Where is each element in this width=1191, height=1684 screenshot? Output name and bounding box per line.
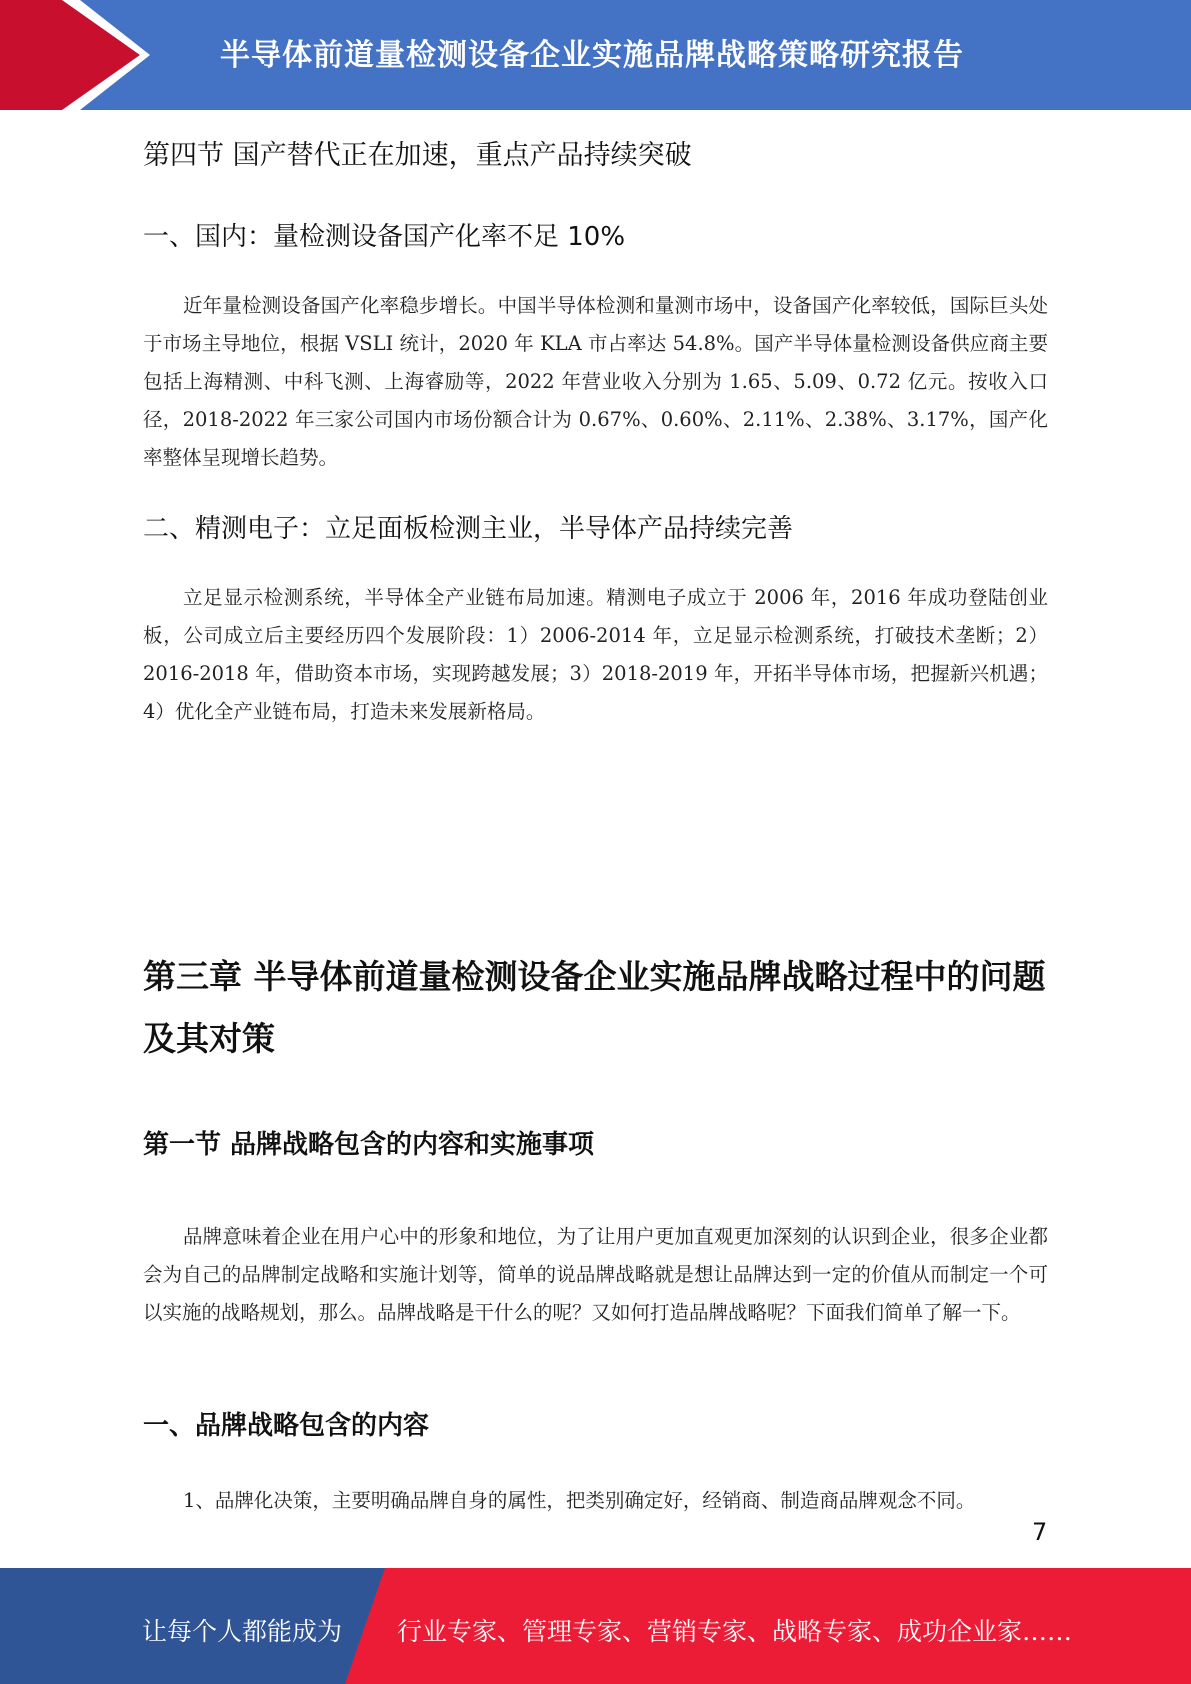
subsection-heading: 一、国内：量检测设备国产化率不足 10% — [143, 222, 626, 252]
header-banner — [0, 0, 1191, 110]
page-number: 7 — [1032, 1518, 1048, 1546]
section-heading: 第一节 品牌战略包含的内容和实施事项 — [143, 1130, 595, 1160]
subsection-heading: 二、精测电子：立足面板检测主业，半导体产品持续完善 — [143, 514, 794, 544]
paragraph: 立足显示检测系统，半导体全产业链布局加速。精测电子成立于 2006 年，2016 年成功登陆创业板，公司成立后主要经历四个发展阶段：1）2006-2014 年，立足显示检测系统，打破技术垄断；2）2016-2018 年，借助资本市场，实现跨越发展；3）2018-2019 年，开拓半导体市场，把握新兴机遇；4）优化全产业链布局，打造未来发展新格局。 — [143, 586, 1048, 723]
footer-banner — [0, 1568, 1191, 1684]
section-heading: 第四节 国产替代正在加速，重点产品持续突破 — [143, 140, 692, 171]
report-title: 半导体前道量检测设备企业实施品牌战略策略研究报告 — [220, 38, 964, 73]
chapter-heading: 第三章 半导体前道量检测设备企业实施品牌战略过程中的问题及其对策 — [143, 957, 1046, 1058]
list-item: 1、品牌化决策，主要明确品牌自身的属性，把类别确定好，经销商、制造商品牌观念不同。 — [183, 1489, 976, 1512]
subsection-heading: 一、品牌战略包含的内容 — [143, 1411, 430, 1441]
paragraph: 品牌意味着企业在用户心中的形象和地位，为了让用户更加直观更加深刻的认识到企业，很多企业都会为自己的品牌制定战略和实施计划等，简单的说品牌战略就是想让品牌达到一定的价值从而制定一个可以实施的战略规划，那么。品牌战略是干什么的呢？又如何打造品牌战略呢？下面我们简单了解一下。 — [143, 1225, 1048, 1324]
footer-slogan-left: 让每个人都能成为 — [142, 1617, 343, 1646]
paragraph: 近年量检测设备国产化率稳步增长。中国半导体检测和量测市场中，设备国产化率较低，国际巨头处于市场主导地位，根据 VSLI 统计，2020 年 KLA 市占率达 54.8%。国产半导体量检测设备供应商主要包括上海精测、中科飞测、上海睿励等，2022 年营业收入分别为 1.65、5.09、0.72 亿元。按收入口径，2018-2022 年三家公司国内市场份额合计为 0.67%、0.60%、2.11%、2.38%、3.17%，国产化率整体呈现增长趋势。 — [143, 294, 1048, 469]
footer-slogan-right: 行业专家、管理专家、营销专家、战略专家、成功企业家…… — [397, 1617, 1073, 1646]
